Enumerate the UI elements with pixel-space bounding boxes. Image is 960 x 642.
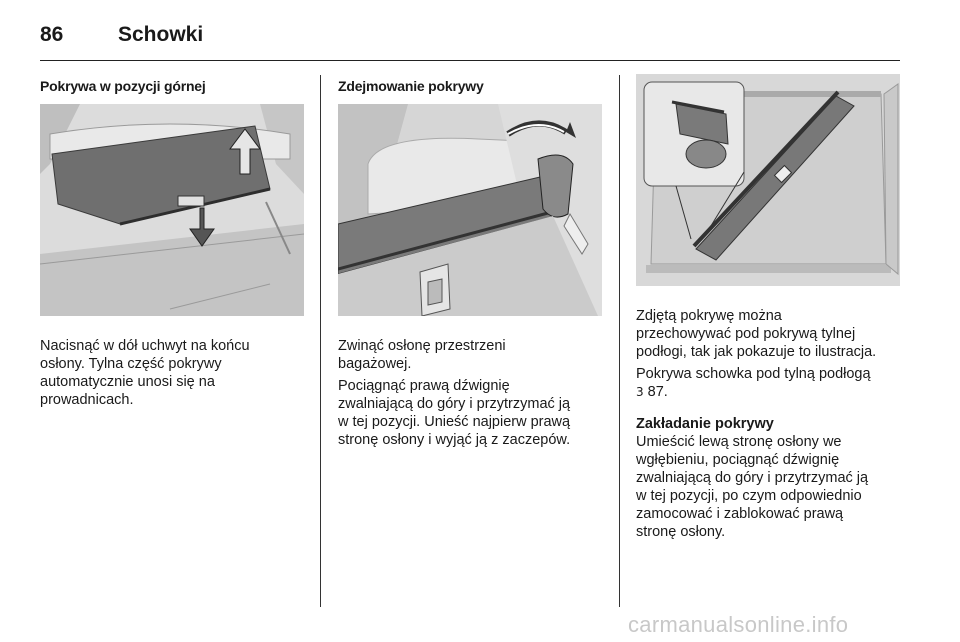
section-heading-install-cover: Zakładanie pokrywy: [636, 416, 774, 432]
column-2: [338, 74, 602, 449]
page-reference-icon: 3: [636, 385, 644, 399]
paragraph-floor-reference: Pokrywa schowka pod tylną podłogą 3 87.: [636, 366, 871, 400]
column-divider-1: [320, 75, 321, 607]
paragraph-cover-up: Nacisnąć w dół uchwyt na końcu osłony. Tylna część pokrywy automatycznie unosi się na prowadnicach.: [40, 338, 250, 408]
paragraph-storage: Zdjętą pokrywę można przechowywać pod pokrywą tylnej podłogi, tak jak pokazuje to ilustracja.: [636, 308, 877, 360]
illustration-cover-removal: [338, 104, 602, 316]
page-header: [40, 18, 203, 52]
page-number: 86: [40, 23, 64, 46]
column-1: [40, 74, 304, 409]
chapter-title: Schowki: [118, 23, 204, 46]
paragraph-roll-up: Zwinąć osłonę przestrzeni bagażowej.: [338, 338, 506, 372]
section-heading-remove-cover: Zdejmowanie pokrywy: [338, 78, 484, 94]
header-rule: [40, 60, 900, 61]
illustration-cover-raised: [40, 104, 304, 316]
column-3: [636, 74, 900, 541]
watermark: carmanualsonline.info: [628, 612, 849, 637]
paragraph-release-lever: Pociągnąć prawą dźwignię zwalniającą do góry i przytrzymać ją w tej pozycji. Unieść najpierw prawą stronę osłony i wyjąć ją z zaczepów.: [338, 378, 571, 448]
page-reference-link[interactable]: 87.: [647, 384, 668, 400]
section-heading-cover-up: Pokrywa w pozycji górnej: [40, 78, 206, 94]
paragraph-install-cover: Umieścić lewą stronę osłony we wgłębieniu, pociągnąć dźwignię zwalniającą do góry i przytrzymać ją w tej pozycji, po czym odpowiednio zamocować i zablokować prawą stronę osłony.: [636, 434, 869, 540]
illustration-cover-stowed: [636, 74, 900, 286]
column-divider-2: [619, 75, 620, 607]
